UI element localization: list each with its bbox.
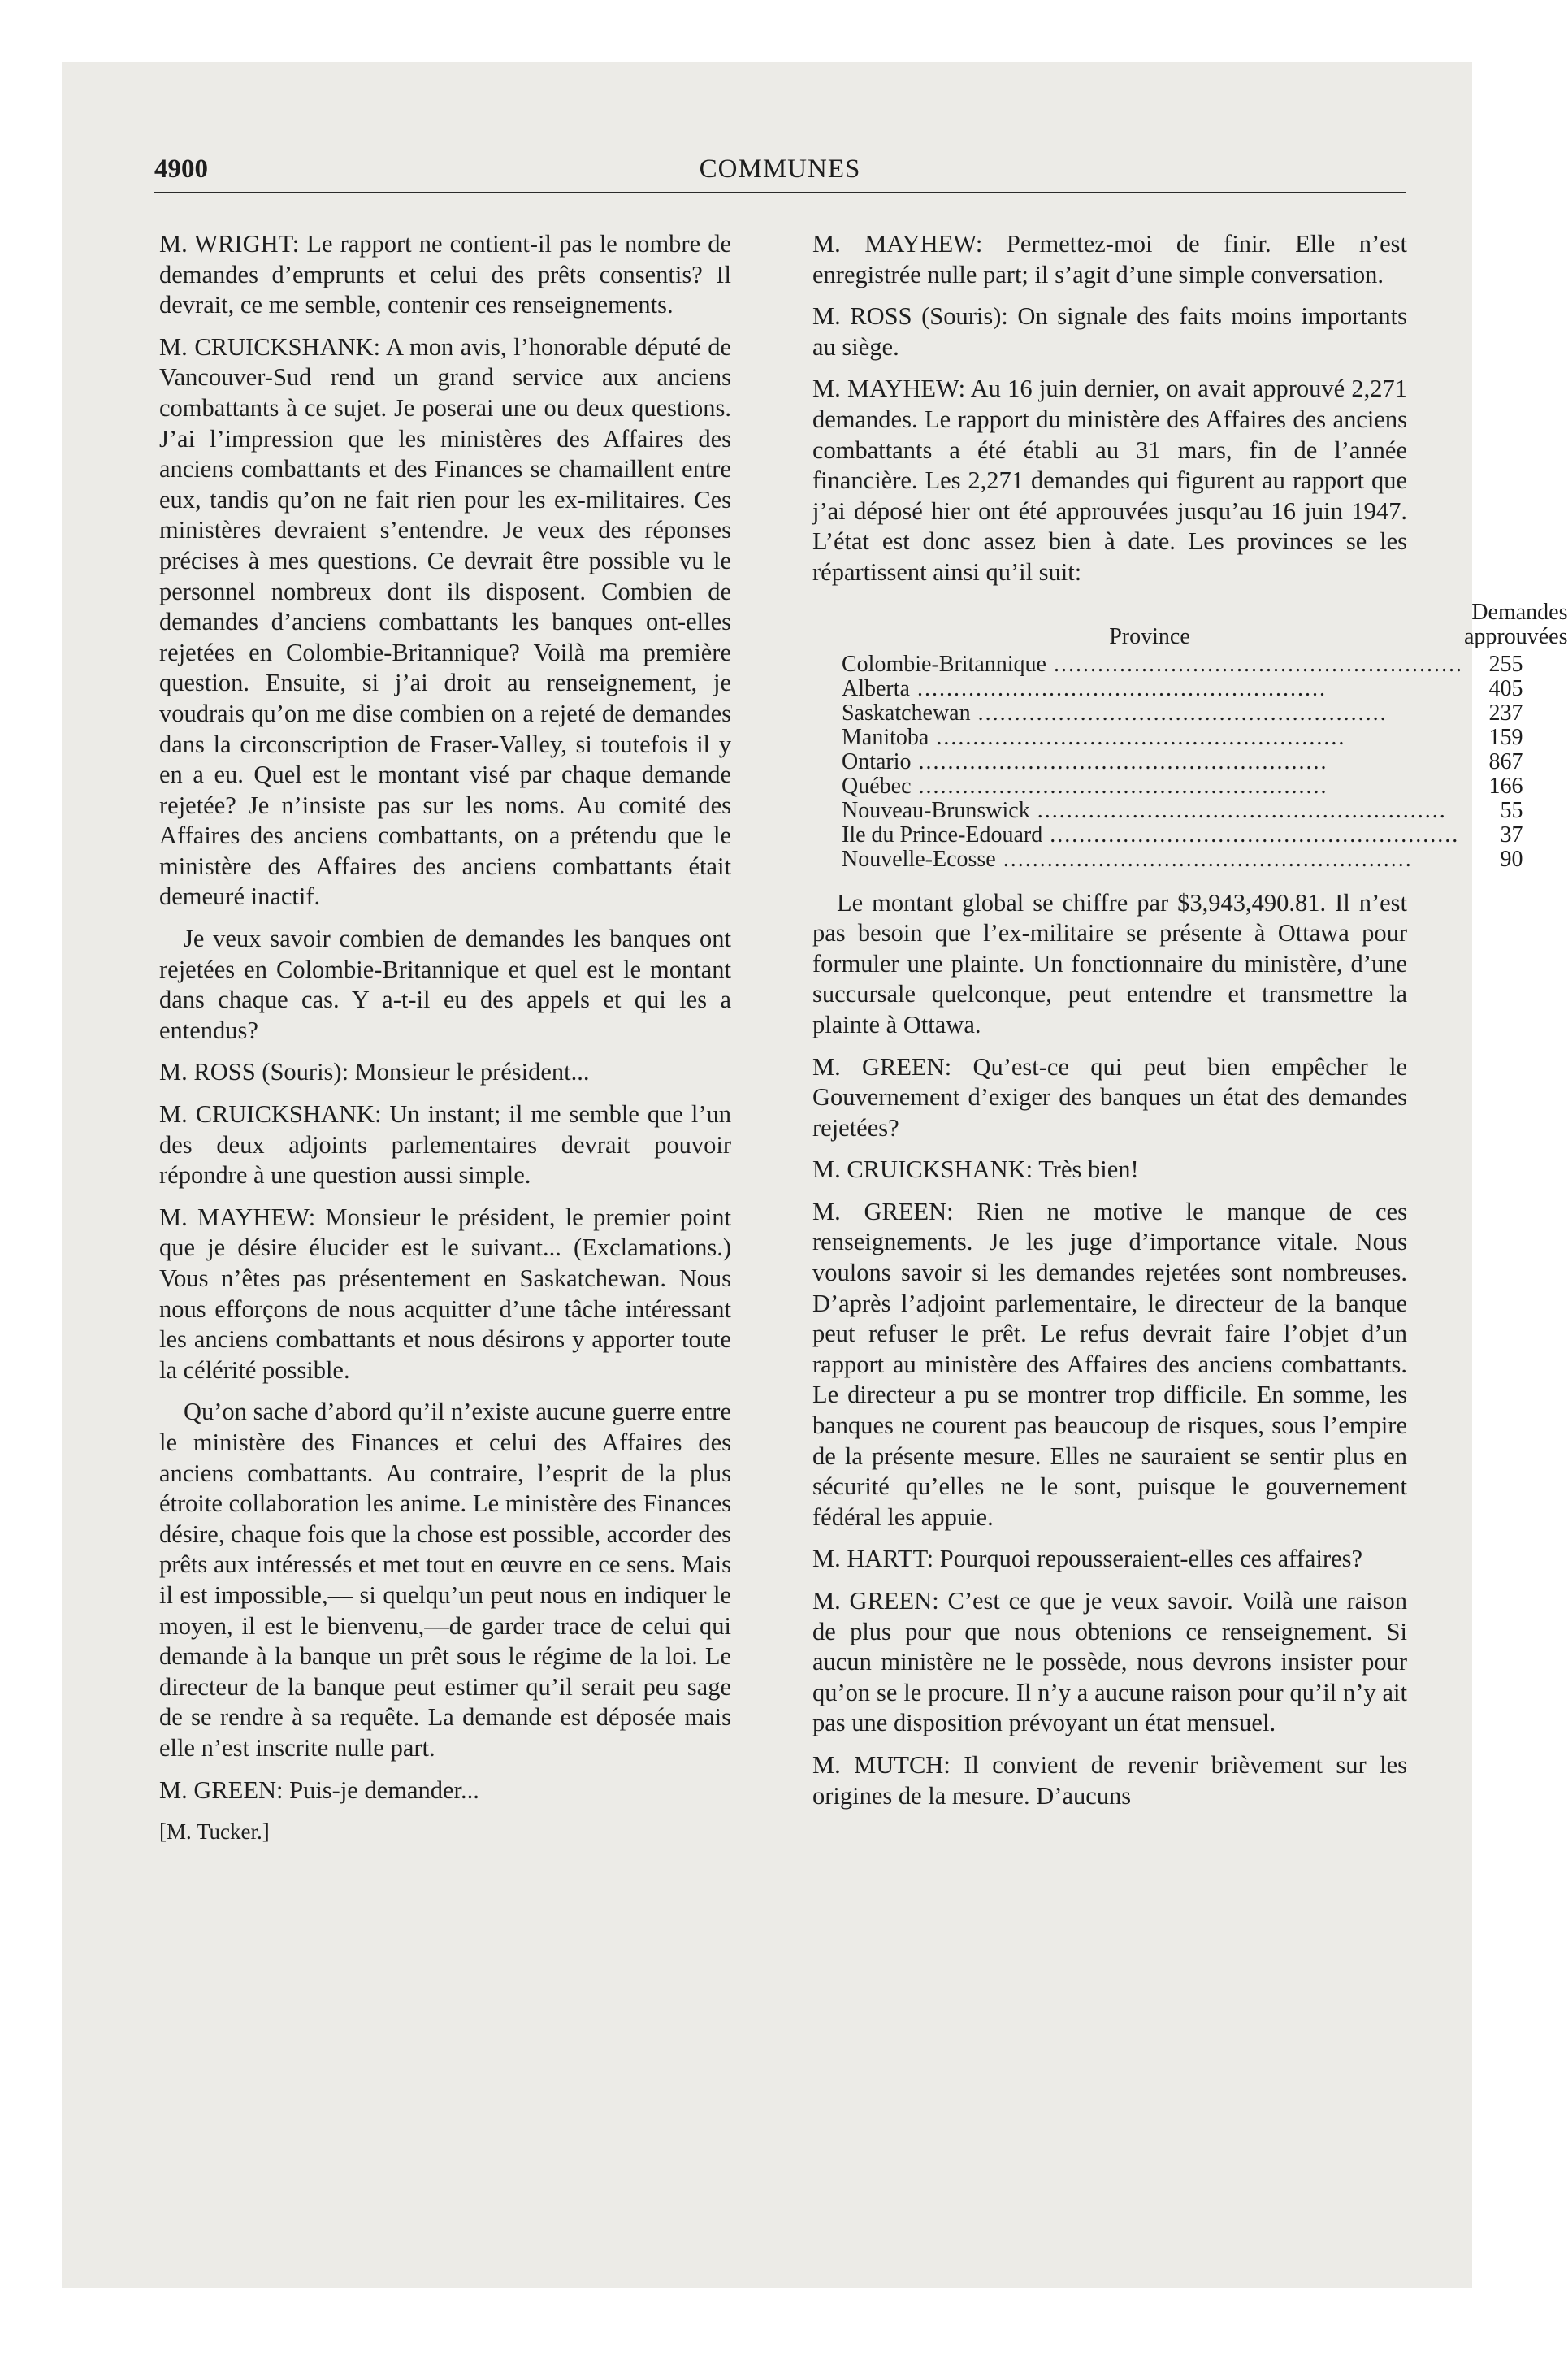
table-row bbox=[812, 653, 1568, 677]
province-name: Alberta ..... bbox=[812, 677, 1463, 701]
table-row bbox=[812, 726, 1568, 750]
right-column bbox=[812, 229, 1568, 1823]
paragraph: M. CRUICKSHANK: Très bien! bbox=[812, 1155, 1139, 1184]
province-table bbox=[812, 600, 1568, 872]
province-name: Saskatchewan ..... bbox=[812, 701, 1463, 726]
province-name: Ile du Prince-Edouard ..... bbox=[812, 823, 1463, 848]
paragraph: M. GREEN: C’est ce que je veux savoir. Voilà une raison de plus pour que nous obtenions ce renseignement. Si aucun ministère ne le possède, nous devrons insister pour qu’on se le procure. Il n’y a aucune raison pour qu’il n’y ait pas une disposition prévoyant un état mensuel. bbox=[812, 1587, 1407, 1737]
running-head: COMMUNES bbox=[699, 154, 861, 184]
paragraph: M. GREEN: Qu’est-ce qui peut bien empêcher le Gouvernement d’exiger des banques un état des demandes rejetées? bbox=[812, 1052, 1407, 1142]
approved-count: 37 bbox=[1500, 822, 1523, 848]
approved-count: 405 bbox=[1488, 675, 1523, 701]
left-column bbox=[159, 229, 731, 1848]
table-row bbox=[812, 774, 1568, 799]
paragraph: M. GREEN: Rien ne motive le manque de ces renseignements. Je les juge d’importance vitale. Nous voulons savoir si les demandes rejetées sont nombreuses. D’après l’adjoint parlementaire, le directeur de la banque peut refuser le prêt. Le refus devrait faire l’objet d’un rapport au ministère des Affaires des anciens combattants. Le directeur a pu se montrer trop difficile. En somme, les banques ne courent pas beaucoup de risques, sous l’empire de la présente mesure. Elles ne sauraient se sentir plus en sécurité qu’elles ne le sont, puisque le gouvernement fédéral les appuie. bbox=[812, 1197, 1407, 1531]
table-row bbox=[812, 701, 1568, 726]
paragraph: M. CRUICKSHANK: Un instant; il me semble que l’un des deux adjoints parlementaires devrait pouvoir répondre à une question aussi simple. bbox=[159, 1100, 731, 1190]
paragraph: Qu’on sache d’abord qu’il n’existe aucune guerre entre le ministère des Finances et celui des Affaires des anciens combattants. Au contraire, l’esprit de la plus étroite collaboration les anime. Le ministère des Finances désire, chaque fois que la chose est possible, accorder des prêts aux intéressés et met tout en œuvre en ce sens. Mais il est impossible,— si quelqu’un peut nous en indiquer le moyen, il est le bienvenu,—de garder trace de celui qui demande à la banque un prêt sous le régime de la loi. Le directeur de la banque peut estimer qu’il serait peu sage de se rendre à sa requête. La demande est déposée mais elle n’est inscrite nulle part. bbox=[159, 1398, 731, 1762]
paragraph: M. HARTT: Pourquoi repousseraient-elles ces affaires? bbox=[812, 1545, 1363, 1573]
table-row bbox=[812, 750, 1568, 774]
paragraph: M. MUTCH: Il convient de revenir brièvement sur les origines de la mesure. D’aucuns bbox=[812, 1750, 1407, 1810]
paragraph: Le montant global se chiffre par $3,943,490.81. Il n’est pas besoin que l’ex-militaire se présente à Ottawa pour formuler une plainte. Un fonctionnaire du ministère, d’une succursale quelconque, peut entendre et transmettre la plainte à Ottawa. bbox=[812, 888, 1407, 1038]
paragraph: M. WRIGHT: Le rapport ne contient-il pas le nombre de demandes d’emprunts et celui des prêts consentis? Il devrait, ce me semble, contenir ces renseignements. bbox=[159, 230, 731, 319]
table-row bbox=[812, 677, 1568, 701]
page-number: 4900 bbox=[154, 154, 208, 184]
province-name: Nouveau-Brunswick ..... bbox=[812, 799, 1463, 823]
paragraph: M. MAYHEW: Au 16 juin dernier, on avait approuvé 2,271 demandes. Le rapport du ministère des Affaires des anciens combattants a été établi au 31 mars, fin de l’année financière. Les 2,271 demandes qui figurent au rapport que j’ai déposé hier ont été approuvées jusqu’au 16 juin 1947. L’état est donc assez bien à date. Les provinces se les répartissent ainsi qu’il suit: bbox=[812, 375, 1407, 586]
approved-count: 55 bbox=[1500, 797, 1523, 823]
province-name: Manitoba ..... bbox=[812, 726, 1463, 750]
paragraph: M. GREEN: Puis-je demander... bbox=[159, 1776, 479, 1804]
table-row bbox=[812, 848, 1568, 872]
paragraph: M. MAYHEW: Monsieur le président, le premier point que je désire élucider est le suivant... (Exclamations.) Vous n’êtes pas présentement en Saskatchewan. Nous nous efforçons de nous acquitter d’une tâche intéressant les anciens combattants et nous désirons y apporter toute la célérité possible. bbox=[159, 1203, 731, 1384]
province-name: Colombie-Britannique ..... bbox=[812, 653, 1463, 677]
page-header bbox=[154, 151, 1406, 193]
paragraph: M. ROSS (Souris): Monsieur le président... bbox=[159, 1058, 590, 1086]
approved-count: 867 bbox=[1488, 748, 1523, 774]
table-row bbox=[812, 823, 1568, 848]
approved-count: 255 bbox=[1488, 651, 1523, 677]
paragraph: Je veux savoir combien de demandes les banques ont rejetées en Colombie-Britannique et quel est le montant dans chaque cas. Y a-t-il eu des appels et qui les a entendus? bbox=[159, 925, 731, 1044]
approved-count: 166 bbox=[1488, 773, 1523, 799]
speaker-note: [M. Tucker.] bbox=[159, 1819, 270, 1845]
paragraph: M. MAYHEW: Permettez-moi de finir. Elle n’est enregistrée nulle part; il s’agit d’une simple conversation. bbox=[812, 230, 1407, 288]
approved-count: 90 bbox=[1500, 846, 1523, 872]
column-header-demandes: Demandes approuvées bbox=[1463, 599, 1568, 649]
paragraph: M. CRUICKSHANK: A mon avis, l’honorable député de Vancouver-Sud rend un grand service aux anciens combattants à ce sujet. Je poserai une ou deux questions. J’ai l’impression que les ministères des Affaires des anciens combattants et des Finances se chamaillent entre eux, tandis qu’on ne fait rien pour les ex-militaires. Ces ministères devraient s’entendre. Je veux des réponses précises à mes questions. Ce devrait être possible vu le personnel nombreux dont ils disposent. Combien de demandes d’anciens combattants les banques ont-elles rejetées en Colombie-Britannique? Voilà ma première question. Ensuite, si j’ai droit au renseignement, je voudrais qu’on me dise combien on a rejeté de demandes dans la circonscription de Fraser-Valley, si toutefois il y en a eu. Quel est le montant visé par chaque demande rejetée? Je n’insiste pas sur les noms. Au comité des Affaires des anciens combattants, on a prétendu que le ministère des Affaires des anciens combattants était demeuré inactif. bbox=[159, 332, 731, 911]
province-name: Ontario ..... bbox=[812, 750, 1463, 774]
approved-count: 237 bbox=[1488, 700, 1523, 726]
province-name: Québec ..... bbox=[812, 774, 1463, 799]
paragraph: M. ROSS (Souris): On signale des faits moins importants au siège. bbox=[812, 302, 1407, 361]
approved-count: 159 bbox=[1488, 724, 1523, 750]
table-row bbox=[812, 799, 1568, 823]
column-header-province: Province bbox=[1109, 623, 1190, 649]
province-name: Nouvelle-Ecosse ..... bbox=[812, 848, 1463, 872]
